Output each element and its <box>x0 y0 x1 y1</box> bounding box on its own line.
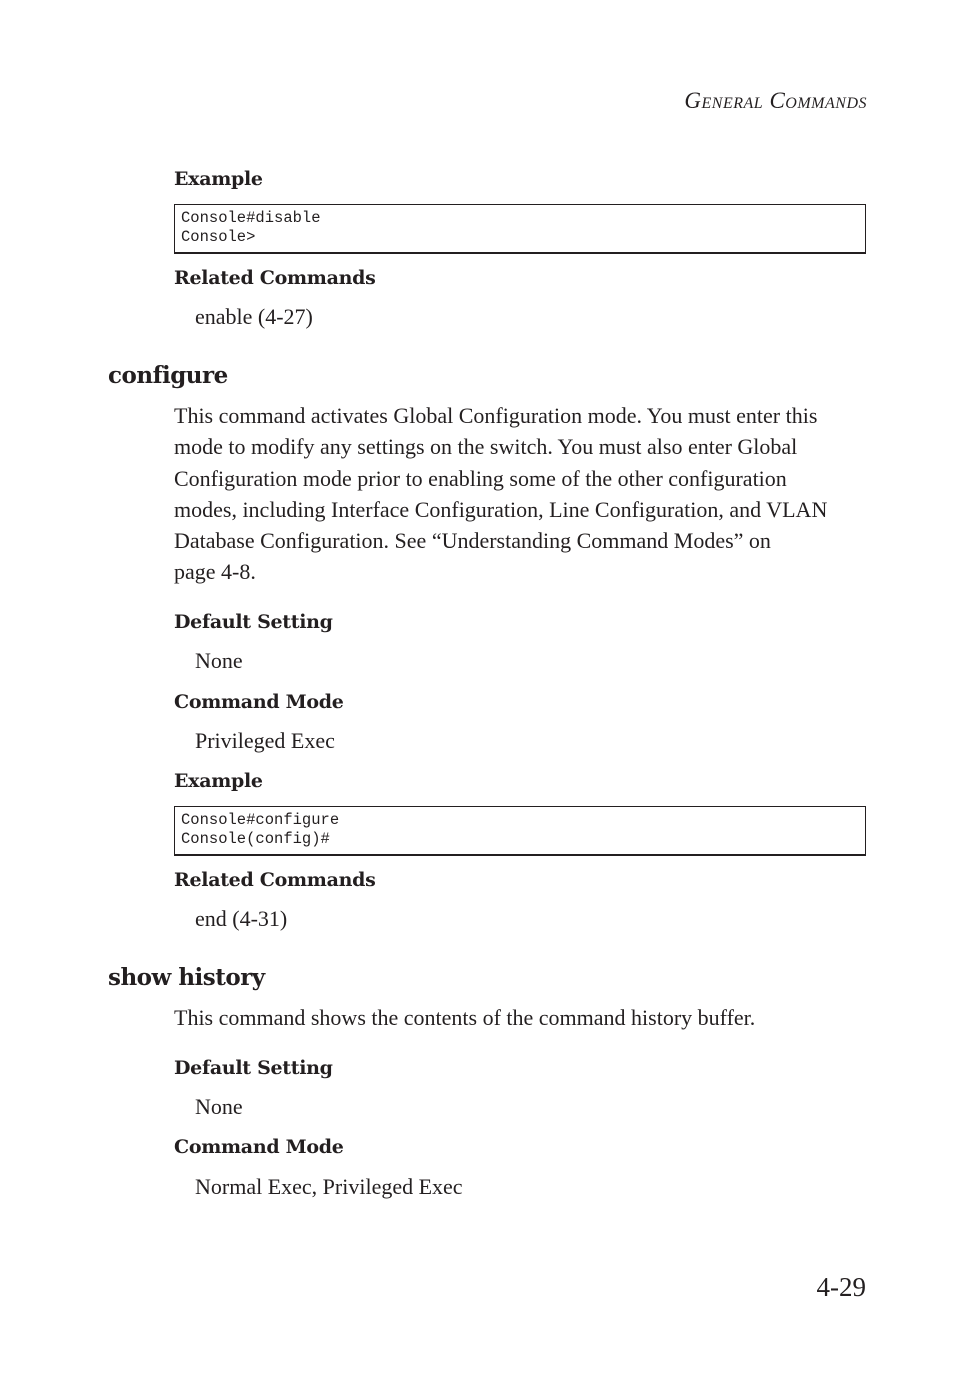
related-commands-heading: Related Commands <box>174 267 376 289</box>
related-commands-heading: Related Commands <box>174 869 376 891</box>
default-setting-value: None <box>195 1094 243 1119</box>
description-line: Database Configuration. See “Understanding Command Modes” on <box>174 528 771 554</box>
page-number: 4-29 <box>816 1272 866 1302</box>
description-line: This command shows the contents of the command history buffer. <box>174 1005 756 1030</box>
description-line: mode to modify any settings on the switch. You must also enter Global <box>174 434 798 460</box>
code-example-disable <box>174 204 866 254</box>
related-command: end (4-31) <box>195 906 288 931</box>
default-setting-heading: Default Setting <box>174 1057 333 1079</box>
command-mode-value: Privileged Exec <box>195 728 335 753</box>
code-line: Console#disable <box>181 209 321 227</box>
code-example-configure <box>174 806 866 856</box>
command-mode-heading: Command Mode <box>174 691 344 713</box>
description-line: Configuration mode prior to enabling some of the other configuration <box>174 465 787 491</box>
section-title-configure: configure <box>108 362 228 389</box>
related-command: enable (4-27) <box>195 304 313 329</box>
configure-description <box>174 400 874 588</box>
default-setting-value: None <box>195 648 243 673</box>
description-line: modes, including Interface Configuration, Line Configuration, and VLAN <box>174 496 828 522</box>
command-mode-heading: Command Mode <box>174 1136 344 1158</box>
description-line: page 4-8. <box>174 559 256 585</box>
description-line: This command activates Global Configuration mode. You must enter this <box>174 403 818 428</box>
example-heading: Example <box>174 168 263 190</box>
code-line: Console#configure <box>181 811 340 829</box>
code-line: Console> <box>181 228 256 246</box>
example-heading: Example <box>174 770 263 792</box>
code-line: Console(config)# <box>181 830 330 848</box>
section-title-show-history: show history <box>108 964 265 991</box>
show-history-description <box>174 1002 874 1033</box>
command-mode-value: Normal Exec, Privileged Exec <box>195 1174 463 1199</box>
running-header: General Commands <box>684 88 867 113</box>
default-setting-heading: Default Setting <box>174 611 333 633</box>
